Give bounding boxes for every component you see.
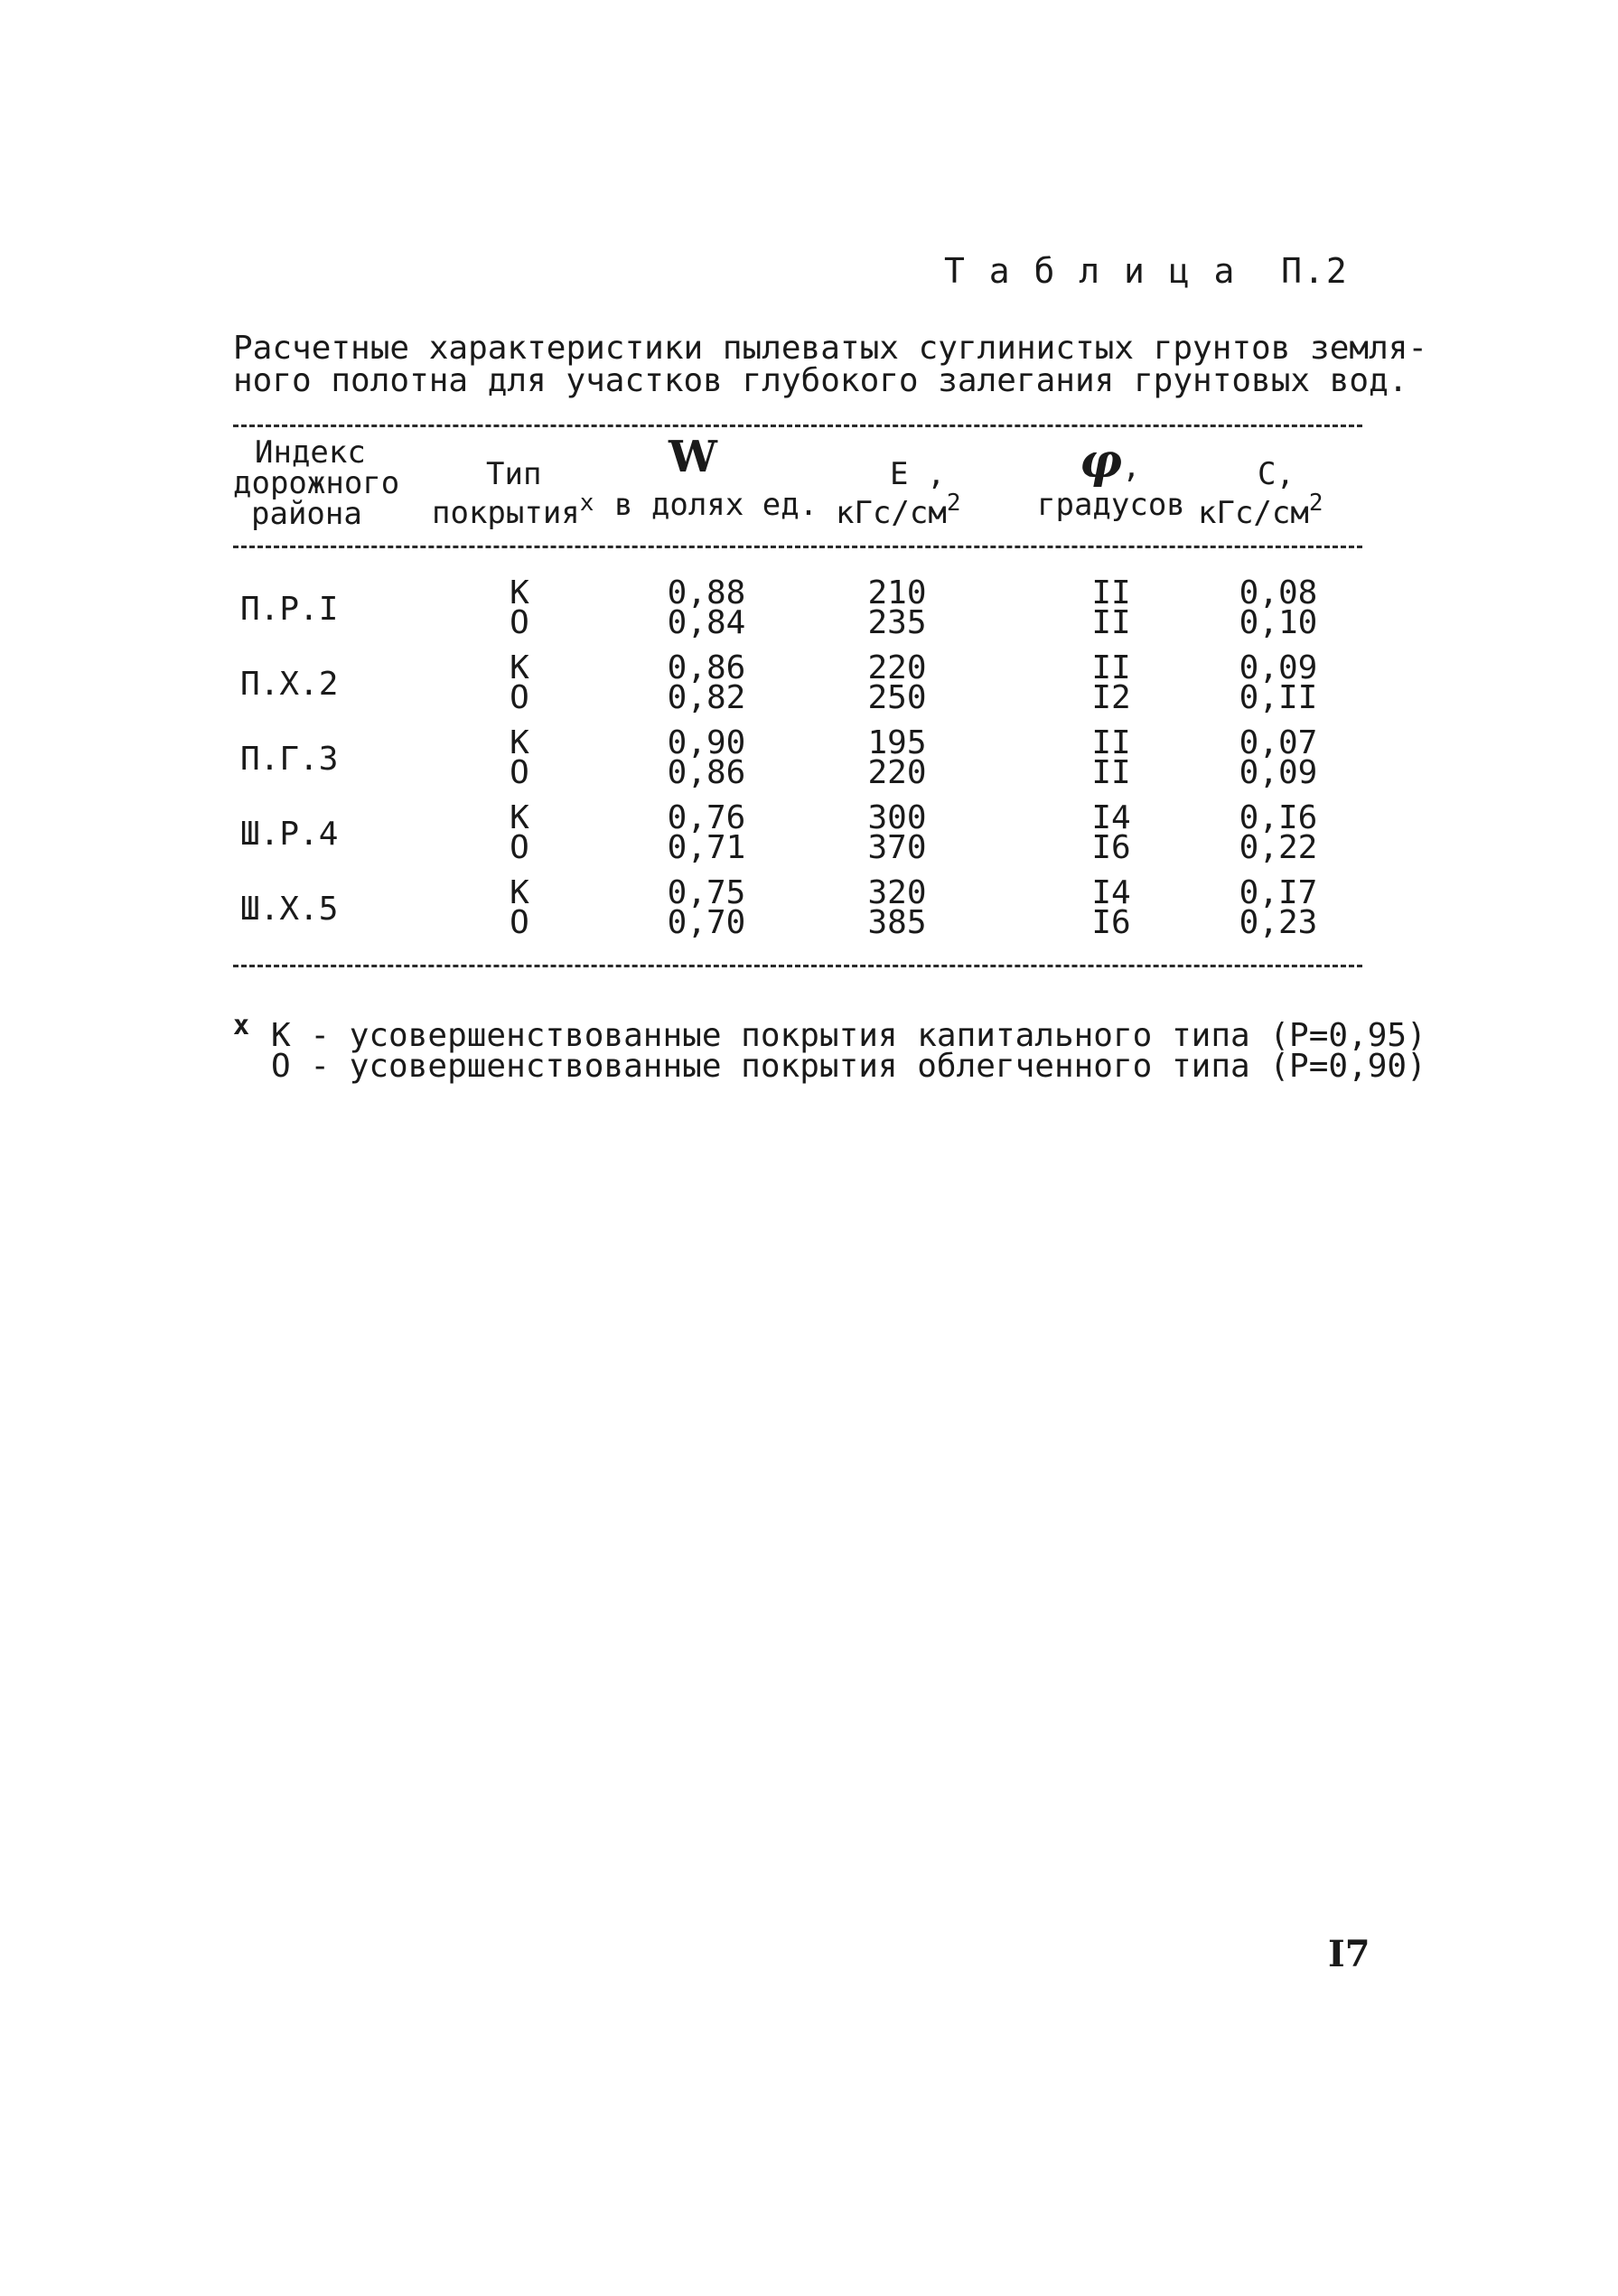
cell-type-k: К: [510, 724, 529, 761]
cell-w-k: 0,76: [667, 799, 746, 836]
cell-type-o: О: [510, 829, 529, 866]
cell-w-k: 0,88: [667, 574, 746, 611]
cell-type-o: О: [510, 679, 529, 716]
cell-c-k: 0,I7: [1239, 874, 1318, 911]
header-c-superscript: 2: [1308, 490, 1323, 517]
cell-c-k: 0,07: [1239, 724, 1318, 761]
table-row: [0, 874, 1618, 954]
cell-type-k: К: [510, 649, 529, 686]
cell-phi: [1071, 724, 1152, 791]
cell-e-o: 250: [867, 679, 927, 716]
table-label: Т а б л и ц а П.2: [944, 251, 1349, 291]
cell-w-k: 0,86: [667, 649, 746, 686]
header-type-line-2: [432, 488, 594, 531]
cell-e: [847, 724, 947, 791]
cell-phi-o: I2: [1091, 679, 1131, 716]
header-index-line-1: Индекс: [255, 434, 366, 471]
cell-phi-o: I6: [1091, 829, 1131, 866]
cell-e-k: 300: [867, 799, 927, 836]
cell-e-o: 385: [867, 904, 927, 941]
cell-e: [847, 574, 947, 641]
cell-phi-o: II: [1091, 754, 1131, 791]
cell-phi-k: II: [1091, 574, 1131, 611]
cell-c-o: 0,23: [1239, 904, 1318, 941]
cell-w: [652, 799, 761, 866]
cell-phi: [1071, 649, 1152, 716]
header-type-label: покрытия: [432, 495, 580, 531]
cell-index: П.Х.2: [240, 666, 339, 703]
cell-type-k: К: [510, 799, 529, 836]
cell-c-k: 0,I6: [1239, 799, 1318, 836]
table-row: [0, 649, 1618, 729]
cell-w-o: 0,82: [667, 679, 746, 716]
table-row: [0, 574, 1618, 654]
cell-e-k: 320: [867, 874, 927, 911]
cell-w-o: 0,86: [667, 754, 746, 791]
cell-type: [488, 649, 551, 716]
cell-c: [1229, 574, 1328, 641]
cell-e-k: 210: [867, 574, 927, 611]
cell-type-k: К: [510, 574, 529, 611]
header-index-line-3: района: [251, 496, 362, 532]
caption-line-1: Расчетные характеристики пылеватых суглинистых грунтов земля-: [233, 330, 1428, 367]
table-top-rule: [233, 425, 1362, 427]
cell-e: [847, 874, 947, 941]
cell-c-k: 0,09: [1239, 649, 1318, 686]
cell-w-o: 0,84: [667, 604, 746, 641]
cell-c: [1229, 799, 1328, 866]
table-row: [0, 724, 1618, 804]
cell-e: [847, 649, 947, 716]
cell-e-k: 195: [867, 724, 927, 761]
cell-w-o: 0,70: [667, 904, 746, 941]
header-phi-line: [1080, 434, 1141, 489]
cell-phi-o: II: [1091, 604, 1131, 641]
page-number: I7: [1328, 1933, 1370, 1975]
header-e-superscript: 2: [946, 490, 961, 517]
cell-phi-o: I6: [1091, 904, 1131, 941]
header-phi-comma: ,: [1122, 449, 1141, 485]
table-row: [0, 799, 1618, 879]
cell-phi: [1071, 799, 1152, 866]
cell-type-o: О: [510, 604, 529, 641]
header-w-symbol: W: [669, 432, 717, 482]
cell-index: Ш.Р.4: [240, 816, 339, 853]
header-e-label: E ,: [890, 456, 946, 492]
cell-phi-k: II: [1091, 724, 1131, 761]
cell-e-o: 220: [867, 754, 927, 791]
header-w-unit: в долях ед.: [614, 487, 818, 523]
header-type-line-1: Тип: [486, 456, 542, 492]
cell-c: [1229, 874, 1328, 941]
header-c-unit: кГс/см: [1198, 495, 1309, 531]
cell-phi: [1071, 574, 1152, 641]
header-e-unit: кГс/см: [836, 495, 947, 531]
table-header-rule: [233, 546, 1362, 548]
header-phi-unit: градусов: [1037, 487, 1185, 523]
cell-e: [847, 799, 947, 866]
cell-type-o: О: [510, 754, 529, 791]
cell-c-o: 0,09: [1239, 754, 1318, 791]
header-c-unit-line: [1198, 488, 1323, 531]
cell-w: [652, 874, 761, 941]
header-c-label: С,: [1258, 456, 1295, 492]
header-e-unit-line: [836, 488, 961, 531]
cell-w: [652, 649, 761, 716]
header-index-line-2: дорожного: [233, 465, 400, 501]
footnote-line-2: О - усовершенствованные покрытия облегченного типа (Р=0,90): [271, 1048, 1426, 1085]
cell-phi-k: I4: [1091, 874, 1131, 911]
cell-phi: [1071, 874, 1152, 941]
cell-e-k: 220: [867, 649, 927, 686]
cell-type: [488, 874, 551, 941]
cell-e-o: 370: [867, 829, 927, 866]
cell-index: П.Р.I: [240, 591, 339, 628]
table-bottom-rule: [233, 965, 1362, 967]
cell-phi-k: I4: [1091, 799, 1131, 836]
cell-c-k: 0,08: [1239, 574, 1318, 611]
cell-type: [488, 724, 551, 791]
cell-w-k: 0,90: [667, 724, 746, 761]
footnote-mark: x: [233, 1010, 250, 1041]
cell-index: Ш.Х.5: [240, 891, 339, 928]
cell-index: П.Г.3: [240, 741, 339, 778]
cell-phi-k: II: [1091, 649, 1131, 686]
cell-e-o: 235: [867, 604, 927, 641]
cell-type: [488, 574, 551, 641]
cell-c-o: 0,10: [1239, 604, 1318, 641]
cell-w-o: 0,71: [667, 829, 746, 866]
table-caption: [233, 332, 1427, 397]
footnote-line-1: К - усовершенствованные покрытия капитального типа (Р=0,95): [271, 1017, 1426, 1054]
cell-c: [1229, 649, 1328, 716]
cell-type: [488, 799, 551, 866]
cell-w-k: 0,75: [667, 874, 746, 911]
cell-w: [652, 724, 761, 791]
cell-type-o: О: [510, 904, 529, 941]
cell-c-o: 0,22: [1239, 829, 1318, 866]
header-phi-symbol: φ: [1080, 434, 1123, 489]
cell-type-k: К: [510, 874, 529, 911]
header-type-footnote-mark: x: [579, 490, 594, 517]
footnote: [271, 1017, 1426, 1085]
cell-w: [652, 574, 761, 641]
caption-line-2: ного полотна для участков глубокого залегания грунтовых вод.: [233, 362, 1408, 399]
cell-c-o: 0,II: [1239, 679, 1318, 716]
cell-c: [1229, 724, 1328, 791]
